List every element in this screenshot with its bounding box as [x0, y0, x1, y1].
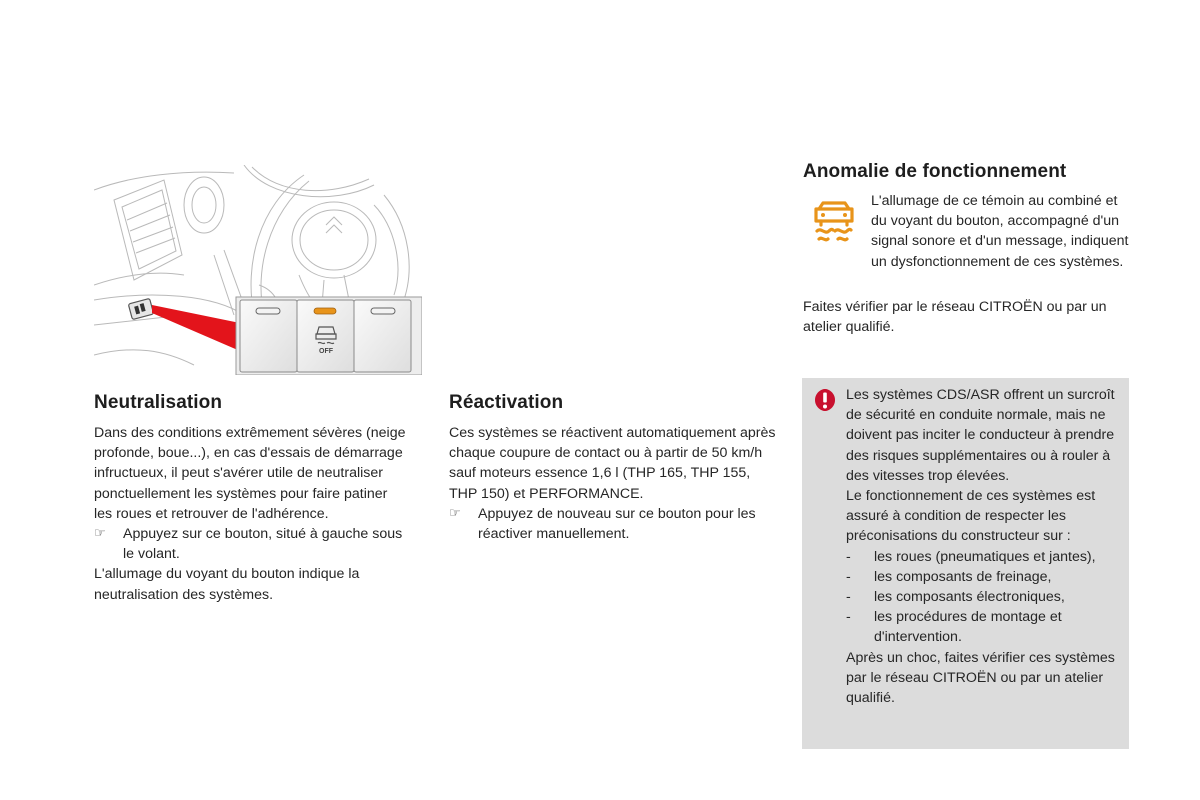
reactivation-bullet-text: Appuyez de nouveau sur ce bouton pour les réactiver manuellement.	[478, 505, 756, 543]
pointing-hand-icon: ☞	[94, 526, 106, 542]
safety-note-box	[802, 378, 1129, 749]
note-paragraph-1: Les systèmes CDS/ASR offrent un surcroît de sécurité en conduite normale, mais ne doivent pas inciter le conducteur à prendre des risques supplémentaires ou à rouler à des vitesses trop élevées.	[846, 387, 1115, 484]
dashboard-sketch	[94, 165, 422, 375]
note-list-item-text: les composants de freinage,	[874, 568, 1052, 585]
reactivation-section	[449, 392, 779, 544]
pointer-arrow	[152, 305, 240, 351]
esp-skid-warning-icon	[811, 199, 857, 245]
exclamation-warning-icon	[814, 388, 836, 412]
note-list-item-text: les composants électroniques,	[874, 589, 1065, 606]
note-list-item	[846, 587, 1124, 607]
note-list-item	[846, 607, 1124, 647]
off-label: OFF	[319, 348, 333, 355]
anomalie-warning-text: L'allumage de ce témoin au combiné et du voyant du bouton, accompagné d'un signal sonore et d'un message, indiquent un dysfonctionnement de ces systèmes.	[871, 193, 1129, 270]
note-paragraph-2: Le fonctionnement de ces systèmes est assuré à condition de respecter les préconisations du constructeur sur :	[846, 488, 1096, 545]
dash-switch-icon	[128, 298, 153, 319]
anomalie-section	[803, 161, 1133, 337]
safety-note-content	[846, 385, 1124, 708]
note-list-item	[846, 547, 1124, 567]
note-list-item	[846, 567, 1124, 587]
dash-bullet: -	[846, 609, 851, 626]
neutralisation-after: L'allumage du voyant du bouton indique la neutralisation des systèmes.	[94, 566, 360, 603]
neutralisation-paragraph: Dans des conditions extrêmement sévères (neige profonde, boue...), en cas d'essais de démarrage infructueux, il peut s'avérer utile de neutraliser ponctuellement les systèmes pour faire patiner les roues et retrouver de l'adhérence.	[94, 425, 406, 522]
neutralisation-bullet-text: Appuyez sur ce bouton, situé à gauche sous le volant.	[123, 526, 403, 563]
neutralisation-section	[94, 392, 409, 605]
neutralisation-title: Neutralisation	[94, 392, 223, 413]
note-paragraph-3: Après un choc, faites vérifier ces systèmes par le réseau CITROËN ou par un atelier qualifié.	[846, 649, 1115, 707]
dash-bullet: -	[846, 548, 851, 565]
dash-bullet: -	[846, 568, 851, 585]
pointing-hand-icon: ☞	[449, 505, 461, 521]
note-list-item-text: les roues (pneumatiques et jantes),	[874, 548, 1096, 565]
button-panel	[236, 297, 422, 375]
anomalie-title: Anomalie de fonctionnement	[803, 161, 1067, 182]
neutralisation-bullet	[94, 524, 409, 564]
note-list-item-text: les procédures de montage et d'intervention.	[874, 609, 1062, 646]
dash-bullet: -	[846, 589, 851, 606]
anomalie-warning	[803, 191, 1133, 291]
reactivation-paragraph: Ces systèmes se réactivent automatiquement après chaque coupure de contact ou à partir de 50 km/h sauf moteurs essence 1,6 l (THP 165, THP 155, THP 150) et PERFORMANCE.	[449, 425, 776, 502]
reactivation-bullet	[449, 504, 779, 544]
anomalie-after: Faites vérifier par le réseau CITROËN ou par un atelier qualifié.	[803, 299, 1107, 336]
reactivation-title: Réactivation	[449, 392, 564, 413]
dashboard-illustration	[94, 165, 422, 375]
